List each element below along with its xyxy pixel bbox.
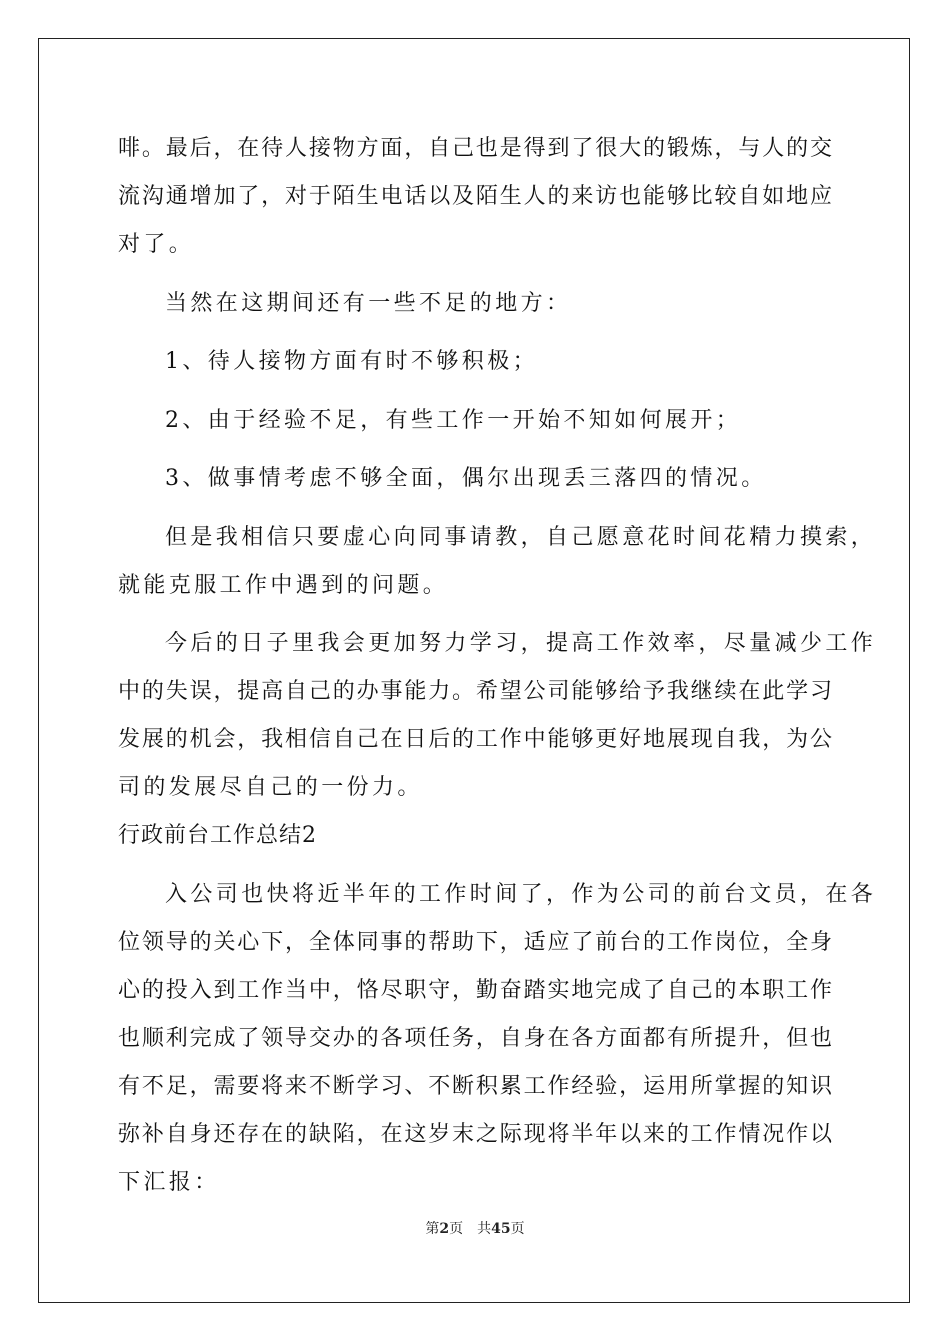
list-item: 3、做事情考虑不够全面，偶尔出现丢三落四的情况。 xyxy=(165,466,767,491)
paragraph-line: 有不足，需要将来不断学习、不断积累工作经验，运用所掌握的知识 xyxy=(118,1073,832,1099)
page-prefix: 第 xyxy=(425,1221,440,1237)
paragraph-line: 流沟通增加了，对于陌生电话以及陌生人的来访也能够比较自如地应 xyxy=(118,184,832,209)
total-prefix: 共 xyxy=(477,1221,492,1237)
paragraph-line: 下汇报： xyxy=(118,1169,220,1195)
paragraph-line: 司的发展尽自己的一份力。 xyxy=(118,775,423,800)
total-suffix: 页 xyxy=(510,1221,525,1237)
page-number: 2 xyxy=(439,1221,450,1237)
paragraph-line: 发展的机会，我相信自己在日后的工作中能够更好地展现自我，为公 xyxy=(118,727,832,752)
list-item: 1、待人接物方面有时不够积极； xyxy=(165,349,538,374)
page-suffix: 页 xyxy=(449,1221,464,1237)
paragraph-line: 入公司也快将近半年的工作时间了，作为公司的前台文员，在各 xyxy=(165,881,877,907)
section-heading: 行政前台工作总结2 xyxy=(118,823,317,848)
paragraph-line: 当然在这期间还有一些不足的地方： xyxy=(165,290,572,316)
paragraph-line: 就能克服工作中遇到的问题。 xyxy=(118,572,449,598)
paragraph-line: 但是我相信只要虚心向同事请教，自己愿意花时间花精力摸索， xyxy=(165,524,877,550)
paragraph-line: 今后的日子里我会更加努力学习，提高工作效率，尽量减少工作 xyxy=(165,631,877,656)
paragraph-line: 心的投入到工作当中，恪尽职守，勤奋踏实地完成了自己的本职工作 xyxy=(118,977,832,1003)
paragraph-line: 位领导的关心下，全体同事的帮助下，适应了前台的工作岗位，全身 xyxy=(118,929,832,955)
paragraph-line: 中的失误，提高自己的办事能力。希望公司能够给予我继续在此学习 xyxy=(118,679,832,704)
paragraph-line: 啡。最后，在待人接物方面，自己也是得到了很大的锻炼，与人的交 xyxy=(118,136,832,161)
document-body xyxy=(118,125,877,1207)
paragraph-line: 也顺利完成了领导交办的各项任务，自身在各方面都有所提升，但也 xyxy=(118,1025,832,1051)
paragraph-line: 对了。 xyxy=(118,232,195,257)
list-item: 2、由于经验不足，有些工作一开始不知如何展开； xyxy=(165,407,742,433)
paragraph-line: 弥补自身还存在的缺陷，在这岁末之际现将半年以来的工作情况作以 xyxy=(118,1121,832,1147)
total-pages: 45 xyxy=(491,1221,511,1237)
page-footer xyxy=(0,1218,950,1238)
